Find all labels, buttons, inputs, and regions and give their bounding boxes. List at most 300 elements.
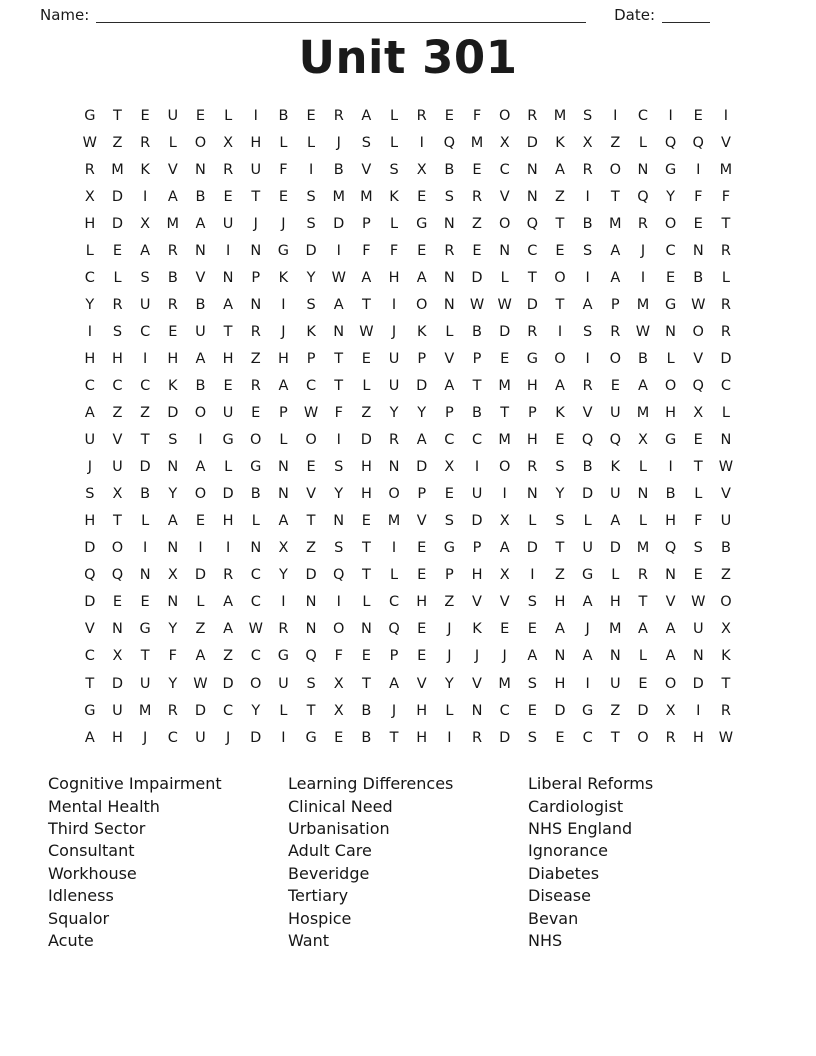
grid-cell: N	[195, 161, 206, 178]
grid-cell: R	[665, 729, 676, 746]
grid-cell: L	[224, 107, 233, 124]
grid-cell: A	[555, 161, 565, 178]
word-list-item: Workhouse	[48, 863, 137, 883]
grid-cell: R	[720, 242, 731, 259]
grid-cell: K	[555, 134, 565, 151]
grid-cell: C	[250, 648, 261, 665]
grid-cell: D	[167, 405, 179, 422]
grid-cell: T	[85, 675, 95, 692]
grid-cell: N	[692, 648, 704, 665]
grid-cell: A	[637, 377, 648, 394]
grid-cell: R	[471, 729, 483, 746]
grid-cell: T	[610, 729, 620, 746]
grid-cell: Z	[140, 405, 151, 422]
grid-cell: B	[720, 540, 731, 557]
grid-cell: L	[638, 648, 647, 665]
word-list-item: Hospice	[288, 908, 352, 928]
grid-cell: T	[361, 540, 371, 557]
grid-cell: D	[305, 242, 317, 259]
grid-cell: N	[609, 648, 621, 665]
grid-cell: I	[668, 459, 673, 476]
grid-cell: H	[416, 702, 428, 719]
grid-cell: Z	[472, 215, 482, 232]
grid-cell: V	[112, 432, 123, 449]
grid-cell: R	[582, 377, 593, 394]
grid-cell: I	[447, 729, 452, 746]
grid-cell: G	[664, 161, 677, 178]
grid-cell: W	[718, 729, 734, 746]
grid-cell: W	[718, 459, 734, 476]
grid-cell: R	[720, 296, 731, 313]
grid-cell: G	[250, 459, 262, 476]
grid-cell: D	[111, 215, 124, 232]
grid-cell: X	[333, 675, 344, 692]
grid-cell: V	[693, 350, 704, 367]
grid-cell: H	[665, 405, 677, 422]
grid-cell: G	[305, 729, 317, 746]
grid-cell: N	[443, 215, 455, 232]
grid-cell: T	[555, 215, 565, 232]
word-list	[0, 773, 816, 952]
grid-cell: O	[637, 729, 649, 746]
grid-cell: C	[250, 567, 261, 584]
grid-cell: I	[585, 675, 590, 692]
grid-cell: T	[555, 296, 565, 313]
grid-cell: M	[498, 675, 511, 692]
grid-cell: X	[665, 702, 676, 719]
grid-cell: J	[225, 729, 231, 746]
grid-cell: U	[167, 107, 179, 124]
grid-cell: G	[526, 350, 538, 367]
grid-cell: U	[250, 161, 262, 178]
grid-cell: D	[471, 269, 483, 286]
grid-cell: X	[112, 486, 123, 503]
grid-cell: S	[85, 486, 95, 503]
grid-cell: L	[113, 269, 122, 286]
grid-cell: M	[360, 188, 373, 205]
grid-cell: E	[638, 675, 648, 692]
grid-cell: I	[225, 540, 231, 557]
grid-cell: Q	[692, 377, 704, 394]
grid-cell: E	[693, 432, 703, 449]
grid-cell: A	[665, 648, 676, 665]
grid-cell: O	[720, 594, 732, 611]
grid-cell: A	[610, 513, 621, 530]
grid-cell: R	[278, 621, 289, 638]
grid-cell: A	[278, 377, 289, 394]
grid-cell: J	[391, 323, 397, 340]
grid-cell: G	[664, 296, 677, 313]
grid-cell: P	[279, 405, 288, 422]
grid-cell: G	[664, 432, 677, 449]
grid-cell: C	[84, 269, 95, 286]
grid-cell: E	[223, 188, 233, 205]
grid-cell: V	[167, 161, 178, 178]
grid-cell: B	[637, 350, 648, 367]
grid-cell: E	[610, 377, 620, 394]
grid-cell: O	[305, 432, 317, 449]
grid-cell: D	[582, 486, 594, 503]
grid-cell: E	[112, 242, 123, 259]
grid-cell: E	[555, 729, 565, 746]
grid-cell: G	[582, 702, 594, 719]
grid-cell: C	[84, 377, 95, 394]
grid-cell: C	[444, 432, 455, 449]
grid-cell: F	[694, 513, 703, 530]
grid-cell: A	[195, 648, 206, 665]
grid-cell: I	[143, 540, 148, 557]
grid-cell: F	[694, 188, 703, 205]
grid-cell: O	[250, 675, 262, 692]
grid-cell: H	[692, 729, 704, 746]
grid-cell: I	[308, 161, 314, 178]
grid-cell: M	[636, 296, 650, 313]
grid-cell: L	[279, 134, 288, 151]
grid-cell: C	[720, 377, 731, 394]
grid-cell: M	[553, 107, 567, 124]
grid-cell: E	[417, 567, 427, 584]
grid-cell: S	[444, 513, 454, 530]
grid-cell: E	[417, 621, 427, 638]
grid-cell: O	[388, 486, 400, 503]
grid-cell: E	[195, 107, 206, 124]
grid-cell: E	[168, 323, 178, 340]
grid-cell: T	[500, 405, 510, 422]
grid-cell: R	[610, 323, 621, 340]
grid-cell: Z	[444, 594, 455, 611]
grid-cell: N	[443, 269, 455, 286]
grid-cell: R	[140, 134, 151, 151]
grid-cell: D	[416, 459, 428, 476]
grid-cell: R	[389, 432, 400, 449]
grid-cell: G	[84, 107, 96, 124]
grid-cell: M	[111, 161, 124, 178]
grid-cell: J	[281, 215, 286, 232]
grid-cell: U	[388, 377, 400, 394]
date-label: Date:	[614, 5, 655, 24]
date-fill-line	[662, 6, 710, 23]
grid-cell: L	[445, 702, 454, 719]
grid-cell: I	[336, 242, 341, 259]
grid-cell: F	[168, 648, 177, 665]
grid-cell: E	[444, 107, 454, 124]
grid-cell: B	[361, 702, 372, 719]
grid-cell: F	[334, 648, 343, 665]
grid-cell: A	[444, 377, 455, 394]
word-list-column	[528, 773, 768, 952]
grid-cell: H	[416, 729, 428, 746]
grid-cell: R	[84, 161, 95, 178]
grid-cell: Z	[306, 540, 317, 557]
grid-cell: D	[84, 594, 96, 611]
grid-cell: N	[222, 269, 234, 286]
grid-cell: A	[555, 621, 565, 638]
grid-cell: A	[582, 594, 593, 611]
grid-cell: D	[692, 675, 704, 692]
grid-cell: A	[333, 296, 344, 313]
grid-cell: I	[419, 134, 424, 151]
grid-cell: T	[251, 188, 261, 205]
grid-cell: E	[417, 188, 427, 205]
grid-cell: E	[444, 486, 454, 503]
grid-cell: H	[526, 432, 538, 449]
grid-cell: B	[472, 405, 482, 422]
grid-cell: E	[417, 540, 427, 557]
grid-cell: A	[84, 405, 95, 422]
grid-cell: N	[637, 161, 649, 178]
grid-cell: X	[582, 134, 593, 151]
word-list-item: Consultant	[48, 841, 135, 861]
grid-cell: N	[139, 567, 151, 584]
grid-cell: U	[692, 621, 704, 638]
grid-cell: U	[471, 486, 483, 503]
grid-cell: N	[471, 702, 483, 719]
grid-cell: C	[250, 594, 261, 611]
word-list-item: Tertiary	[288, 886, 349, 906]
grid-cell: N	[250, 296, 262, 313]
grid-cell: A	[84, 729, 95, 746]
grid-cell: R	[223, 567, 234, 584]
grid-cell: E	[555, 242, 565, 259]
grid-cell: D	[360, 432, 372, 449]
grid-cell: X	[112, 648, 123, 665]
word-list-item: Disease	[528, 886, 591, 906]
grid-cell: R	[527, 323, 538, 340]
grid-cell: E	[472, 242, 482, 259]
grid-cell: A	[665, 621, 676, 638]
grid-cell: J	[585, 621, 590, 638]
grid-cell: D	[416, 377, 428, 394]
grid-cell: B	[693, 269, 704, 286]
grid-cell: S	[527, 675, 537, 692]
grid-cell: D	[111, 675, 124, 692]
grid-cell: Y	[85, 296, 95, 313]
grid-cell: O	[498, 107, 511, 124]
grid-cell: H	[360, 486, 372, 503]
grid-cell: H	[416, 594, 428, 611]
grid-cell: U	[609, 675, 621, 692]
grid-cell: X	[720, 621, 731, 638]
grid-cell: I	[696, 161, 701, 178]
grid-cell: S	[306, 675, 316, 692]
grid-cell: E	[334, 729, 344, 746]
grid-cell: C	[665, 242, 676, 259]
grid-cell: H	[250, 134, 262, 151]
grid-cell: Z	[610, 134, 621, 151]
grid-cell: M	[498, 377, 511, 394]
grid-cell: F	[279, 161, 288, 178]
grid-cell: R	[527, 107, 538, 124]
grid-cell: D	[222, 486, 234, 503]
grid-cell: D	[526, 540, 538, 557]
grid-cell: S	[555, 513, 565, 530]
grid-cell: Q	[84, 567, 96, 584]
grid-cell: L	[390, 107, 399, 124]
grid-cell: H	[84, 350, 96, 367]
grid-cell: S	[334, 459, 344, 476]
grid-cell: S	[444, 188, 454, 205]
grid-cell: U	[582, 540, 593, 557]
grid-cell: B	[167, 269, 178, 286]
grid-cell: P	[444, 405, 454, 422]
name-label: Name:	[40, 5, 90, 24]
grid-cell: N	[195, 242, 206, 259]
grid-cell: T	[140, 432, 150, 449]
grid-cell: T	[223, 323, 233, 340]
grid-cell: J	[640, 242, 646, 259]
grid-cell: T	[693, 459, 703, 476]
grid-cell: D	[250, 729, 262, 746]
grid-cell: H	[84, 215, 96, 232]
grid-cell: W	[469, 296, 485, 313]
grid-cell: N	[360, 621, 372, 638]
grid-cell: I	[723, 107, 729, 124]
grid-cell: I	[198, 432, 203, 449]
grid-cell: L	[390, 567, 399, 584]
word-list-item: Cardiologist	[528, 796, 624, 816]
grid-cell: V	[472, 594, 482, 611]
grid-cell: Z	[555, 188, 565, 205]
grid-cell: Y	[666, 188, 676, 205]
grid-cell: M	[498, 432, 511, 449]
grid-cell: T	[140, 648, 150, 665]
grid-cell: N	[526, 161, 538, 178]
grid-cell: T	[389, 729, 399, 746]
grid-cell: P	[306, 350, 316, 367]
grid-cell: B	[361, 729, 372, 746]
grid-cell: C	[499, 161, 510, 178]
word-list-item: Urbanisation	[288, 818, 390, 838]
grid-cell: O	[609, 350, 621, 367]
grid-cell: N	[250, 242, 262, 259]
word-list-item: NHS England	[528, 818, 633, 838]
grid-cell: U	[84, 432, 96, 449]
grid-cell: Y	[168, 621, 178, 638]
grid-cell: I	[336, 432, 341, 449]
grid-cell: W	[82, 134, 97, 151]
grid-cell: C	[471, 432, 483, 449]
grid-cell: U	[195, 323, 206, 340]
grid-cell: Z	[250, 350, 261, 367]
grid-cell: D	[499, 729, 511, 746]
grid-cell: D	[194, 567, 207, 584]
word-list-item: Mental Health	[48, 796, 160, 816]
grid-cell: E	[306, 459, 316, 476]
grid-cell: K	[306, 323, 316, 340]
word-list-item: Squalor	[48, 908, 110, 928]
grid-cell: B	[582, 459, 593, 476]
grid-cell: A	[223, 621, 234, 638]
grid-cell: S	[555, 459, 565, 476]
grid-cell: X	[499, 567, 510, 584]
grid-cell: E	[140, 594, 150, 611]
grid-cell: E	[112, 594, 123, 611]
word-list-item: Liberal Reforms	[528, 774, 654, 794]
grid-cell: S	[527, 594, 537, 611]
grid-cell: H	[112, 350, 123, 367]
grid-cell: F	[721, 188, 731, 205]
grid-cell: P	[472, 350, 482, 367]
grid-cell: H	[471, 567, 483, 584]
grid-cell: B	[582, 215, 593, 232]
grid-cell: X	[416, 161, 427, 178]
grid-cell: V	[84, 621, 95, 638]
grid-cell: D	[609, 540, 621, 557]
grid-cell: F	[362, 242, 371, 259]
grid-cell: I	[613, 107, 618, 124]
grid-cell: G	[582, 567, 594, 584]
grid-cell: I	[336, 594, 341, 611]
grid-cell: Z	[610, 702, 621, 719]
grid-cell: H	[222, 513, 234, 530]
grid-cell: D	[499, 323, 511, 340]
grid-cell: E	[278, 188, 288, 205]
grid-cell: S	[306, 296, 316, 313]
grid-cell: S	[693, 540, 703, 557]
grid-cell: N	[526, 486, 538, 503]
grid-cell: N	[167, 594, 179, 611]
grid-cell: B	[472, 323, 482, 340]
grid-cell: N	[333, 323, 345, 340]
grid-cell: U	[139, 296, 151, 313]
grid-cell: U	[609, 486, 621, 503]
grid-cell: D	[526, 296, 538, 313]
grid-cell: N	[277, 486, 289, 503]
grid-cell: U	[195, 729, 206, 746]
grid-cell: P	[472, 540, 482, 557]
word-list-item: Beveridge	[288, 863, 370, 883]
grid-cell: I	[143, 188, 148, 205]
grid-cell: T	[113, 513, 122, 530]
grid-cell: F	[334, 405, 343, 422]
grid-cell: J	[143, 729, 148, 746]
grid-cell: L	[721, 269, 730, 286]
grid-cell: W	[193, 675, 208, 692]
grid-cell: E	[417, 242, 427, 259]
grid-cell: M	[609, 621, 622, 638]
grid-cell: D	[194, 702, 207, 719]
word-list-item: Acute	[48, 930, 94, 950]
grid-cell: D	[111, 188, 124, 205]
grid-cell: S	[361, 134, 371, 151]
grid-cell: R	[167, 296, 178, 313]
grid-cell: H	[609, 594, 621, 611]
grid-cell: X	[693, 405, 704, 422]
grid-cell: U	[720, 513, 732, 530]
grid-cell: L	[528, 513, 537, 530]
grid-cell: T	[334, 377, 344, 394]
grid-cell: S	[306, 188, 316, 205]
grid-cell: K	[555, 405, 565, 422]
grid-cell: R	[333, 107, 344, 124]
grid-cell: W	[497, 296, 512, 313]
grid-cell: R	[416, 107, 427, 124]
grid-cell: H	[388, 269, 400, 286]
grid-cell: D	[471, 513, 483, 530]
grid-cell: L	[196, 594, 205, 611]
grid-cell: R	[720, 323, 731, 340]
grid-cell: T	[306, 513, 316, 530]
grid-cell: U	[222, 215, 234, 232]
word-list-item: Third Sector	[48, 818, 146, 838]
word-list-item: Adult Care	[288, 841, 372, 861]
grid-cell: D	[84, 540, 96, 557]
grid-cell: I	[557, 323, 563, 340]
grid-cell: J	[253, 215, 258, 232]
grid-cell: Y	[306, 269, 316, 286]
grid-cell: A	[167, 513, 178, 530]
grid-cell: A	[195, 350, 206, 367]
